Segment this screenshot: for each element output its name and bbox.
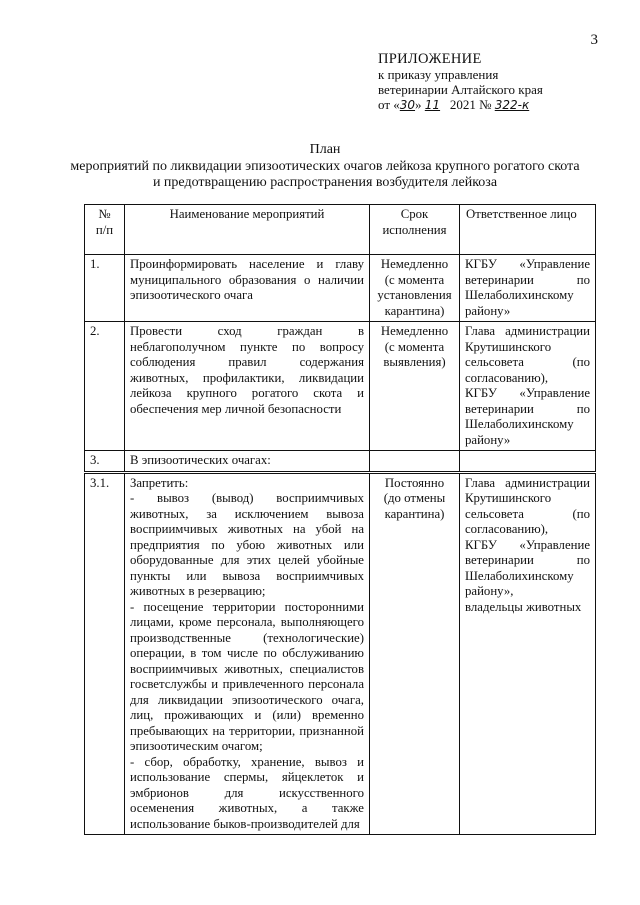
row-action: Провести сход граждан в неблагополучном пункте по вопросу соблюдения правил содержания животных, профилактики, ликвидации лейкоза крупного рогатого скота и обеспечения мер личной безопасности bbox=[125, 322, 370, 451]
title-line-1: План bbox=[309, 142, 341, 157]
row-num: 3. bbox=[85, 451, 125, 473]
appendix-line-2: ветеринарии Алтайского края bbox=[378, 82, 543, 97]
row-term: Немедленно (с момента выявления) bbox=[370, 322, 460, 451]
header-resp: Ответственное лицо bbox=[460, 205, 596, 255]
table-row bbox=[85, 451, 596, 473]
row-term bbox=[370, 451, 460, 473]
row-responsible: Глава администрации Крутишинского сельсовета (по согласованию), КГБУ «Управление ветеринарии по Шелаболихинскому району» bbox=[460, 322, 596, 451]
header-term: Срок исполнения bbox=[370, 205, 460, 255]
row-num: 2. bbox=[85, 322, 125, 451]
row-num: 3.1. bbox=[85, 472, 125, 835]
date-month: 11 bbox=[424, 98, 441, 112]
document-title bbox=[60, 142, 590, 192]
appendix-block bbox=[378, 52, 543, 113]
row-term: Немедленно (с момента установления карантина) bbox=[370, 255, 460, 322]
date-prefix: от « bbox=[378, 97, 400, 112]
row-responsible: КГБУ «Управление ветеринарии по Шелаболихинскому району» bbox=[460, 255, 596, 322]
appendix-date-line bbox=[378, 97, 543, 113]
row-responsible: Глава администрации Крутишинского сельсовета (по согласованию), КГБУ «Управление ветеринарии по Шелаболихинскому району», владельцы животных bbox=[460, 472, 596, 835]
row-num: 1. bbox=[85, 255, 125, 322]
header-num: № п/п bbox=[85, 205, 125, 255]
row-action: В эпизоотических очагах: bbox=[125, 451, 370, 473]
row-action: Проинформировать население и главу муниципального образования о наличии эпизоотического очага bbox=[125, 255, 370, 322]
header-name: Наименование мероприятий bbox=[125, 205, 370, 255]
row-responsible bbox=[460, 451, 596, 473]
table-row bbox=[85, 472, 596, 835]
date-mid: » bbox=[415, 97, 422, 112]
page-number: 3 bbox=[590, 32, 598, 48]
plan-table bbox=[84, 204, 596, 835]
date-year: 2021 № bbox=[449, 97, 492, 112]
row-term: Постоянно (до отмены карантина) bbox=[370, 472, 460, 835]
appendix-heading: ПРИЛОЖЕНИЕ bbox=[378, 51, 482, 67]
title-line-3: и предотвращению распространения возбудителя лейкоза bbox=[152, 175, 498, 190]
order-number: 322-к bbox=[494, 98, 530, 112]
table-row bbox=[85, 322, 596, 451]
title-line-2: мероприятий по ликвидации эпизоотических очагов лейкоза крупного рогатого скота bbox=[70, 158, 580, 174]
appendix-line-1: к приказу управления bbox=[378, 67, 499, 82]
table-row bbox=[85, 255, 596, 322]
row-action: Запретить: - вывоз (вывод) восприимчивых животных, за исключением вывоза восприимчивых животных на убой на предприятия по убою животных или оборудованные для этих целей убойные пункты или вывоза восприимчивых животных в резервацию; - посещение территории посторонними лицами, кроме персонала, выполняющего производственные (технологические) операции, в том числе по обслуживанию восприимчивых животных, специалистов госветслужбы и привлеченного персонала для ликвидации эпизоотического очага, лиц, проживающих и (или) временно пребывающих на территории, признанной эпизоотическим очагом; - сбор, обработку, хранение, вывоз и использование спермы, яйцеклеток и эмбрионов для искусственного осеменения животных, а также использование быков-производителей для bbox=[125, 472, 370, 835]
table-header-row bbox=[85, 205, 596, 255]
date-day: 30 bbox=[399, 98, 416, 112]
